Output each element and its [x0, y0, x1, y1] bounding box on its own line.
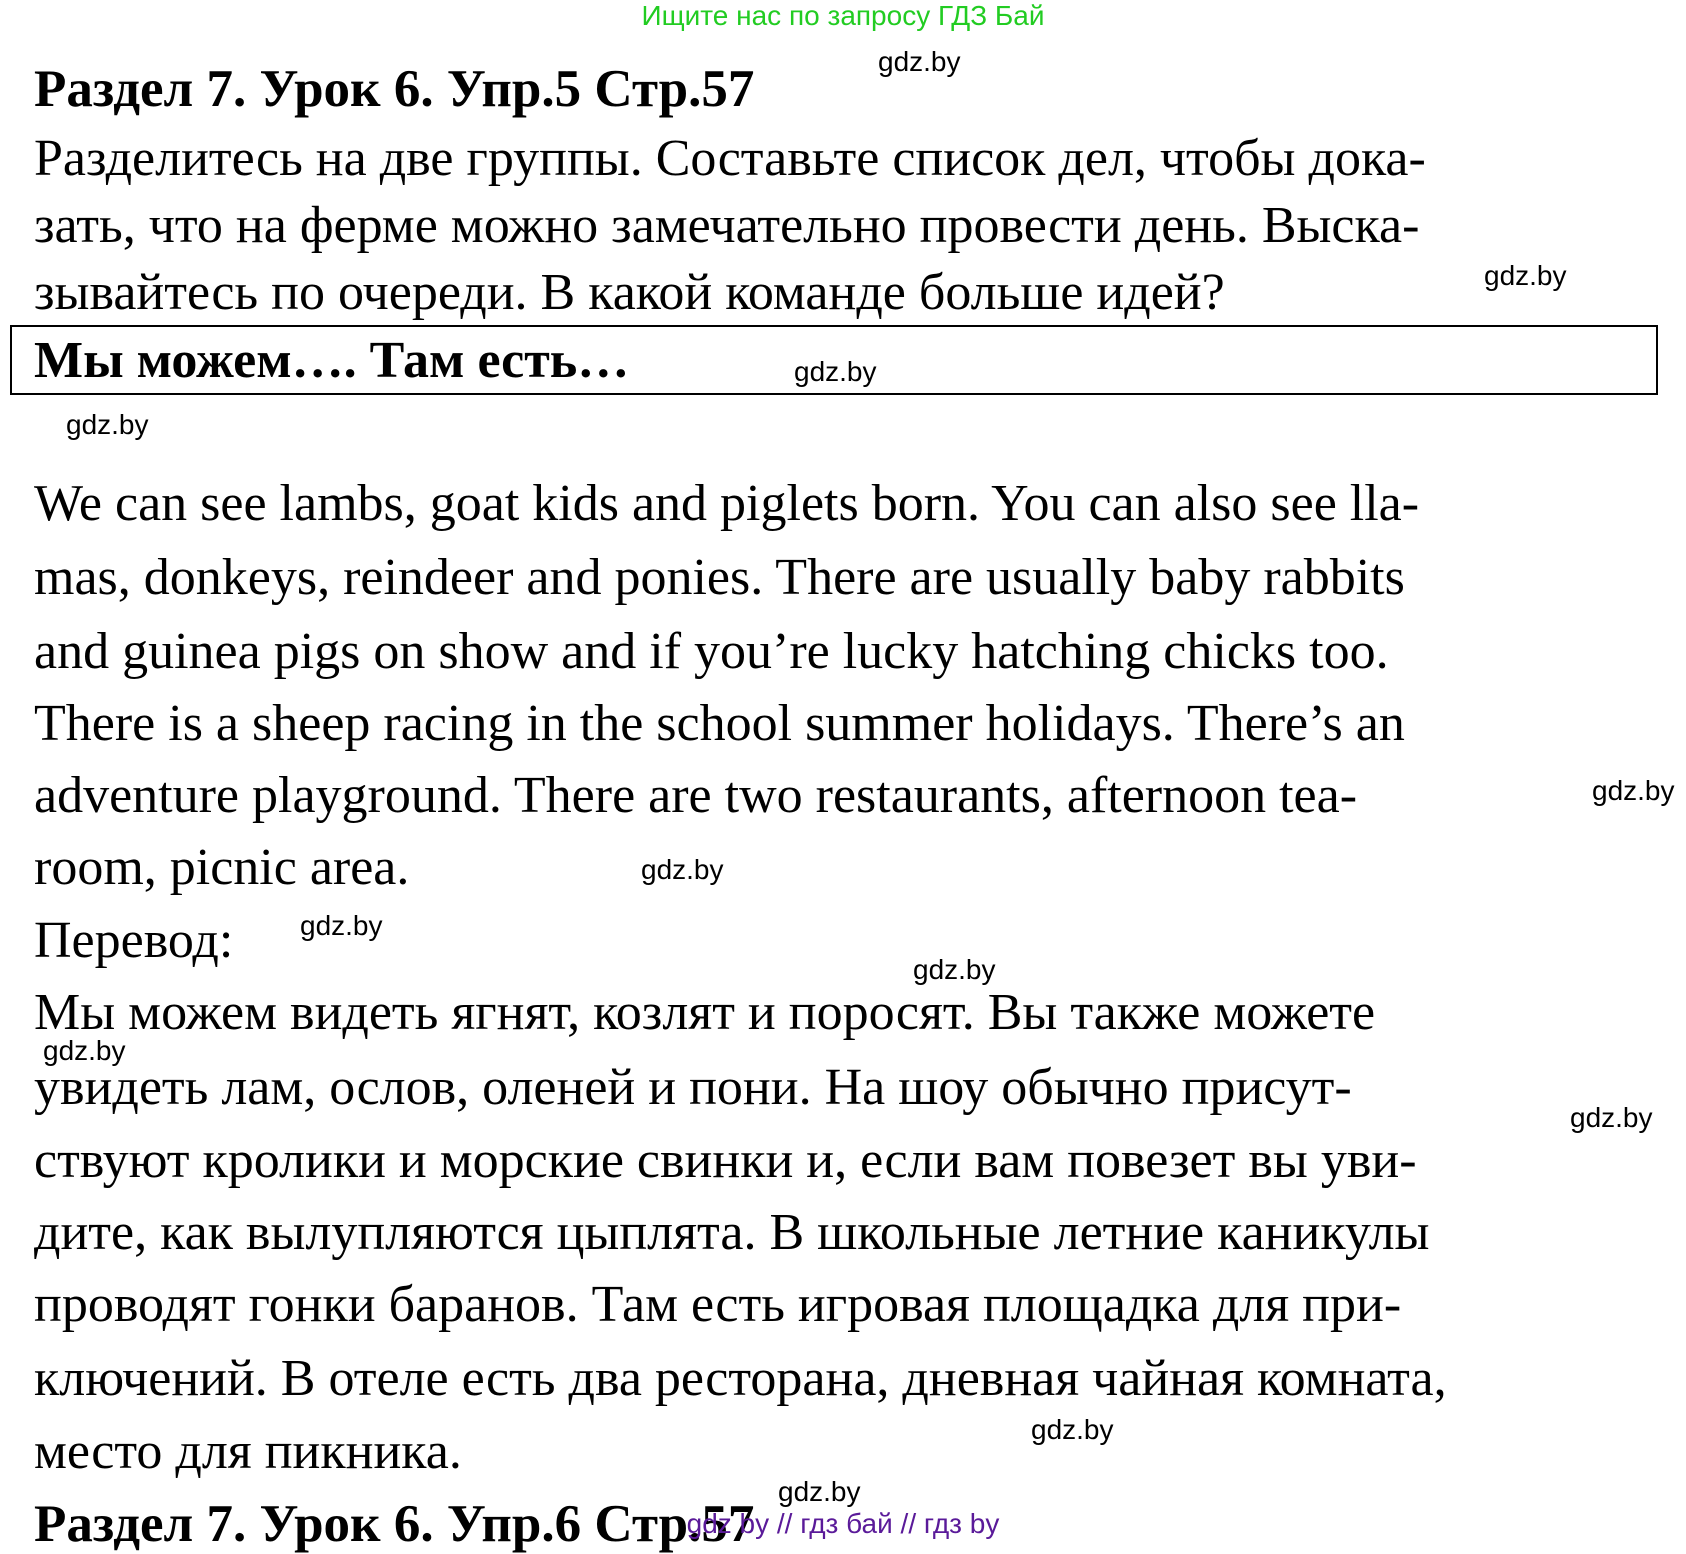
watermark: gdz.by	[1570, 1102, 1653, 1133]
watermark: gdz.by	[878, 46, 961, 77]
watermark: gdz.by	[794, 356, 877, 387]
russian-line: Мы можем видеть ягнят, козлят и поросят. Вы также можете	[34, 984, 1376, 1041]
phrase-box-text: Мы можем…. Там есть…	[34, 332, 630, 389]
watermark: gdz.by	[1592, 775, 1675, 806]
watermark: gdz.by	[43, 1035, 126, 1066]
english-line: room, picnic area.	[34, 839, 410, 896]
header-note: Ищите нас по запросу ГДЗ Бай	[641, 0, 1045, 31]
russian-line: дите, как вылупляются цыплята. В школьные летние каникулы	[34, 1204, 1430, 1261]
footer-links: gdz by // гдз бай // гдз by	[686, 1508, 1000, 1539]
watermark: gdz.by	[1484, 260, 1567, 291]
watermark: gdz.by	[1031, 1414, 1114, 1445]
task-line: Разделитесь на две группы. Составьте список дел, чтобы дока-	[34, 130, 1426, 187]
watermark: gdz.by	[913, 954, 996, 985]
watermark: gdz.by	[641, 854, 724, 885]
russian-line: ствуют кролики и морские свинки и, если вам повезет вы уви-	[34, 1132, 1417, 1189]
russian-line: ключений. В отеле есть два ресторана, дневная чайная комната,	[34, 1350, 1447, 1407]
translation-label: Перевод:	[34, 912, 234, 969]
russian-line: увидеть лам, ослов, оленей и пони. На шоу обычно присут-	[34, 1059, 1352, 1116]
english-line: There is a sheep racing in the school summer holidays. There’s an	[34, 695, 1405, 752]
task-line: зать, что на ферме можно замечательно провести день. Выска-	[34, 197, 1420, 254]
english-line: mas, donkeys, reindeer and ponies. There are usually baby rabbits	[34, 549, 1405, 606]
task-line: зывайтесь по очереди. В какой команде больше идей?	[34, 264, 1225, 321]
english-line: adventure playground. There are two restaurants, afternoon tea-	[34, 767, 1358, 824]
watermark: gdz.by	[66, 409, 149, 440]
next-section-title-text: Раздел 7. Урок 6. Упр.6 Стр.57	[34, 1495, 755, 1553]
page-title: Раздел 7. Урок 6. Упр.5 Стр.57	[34, 60, 755, 118]
watermark: gdz.by	[300, 910, 383, 941]
russian-line: проводят гонки баранов. Там есть игровая площадка для при-	[34, 1276, 1402, 1333]
english-line: We can see lambs, goat kids and piglets born. You can also see lla-	[34, 475, 1420, 532]
russian-line: место для пикника.	[34, 1423, 462, 1480]
english-line: and guinea pigs on show and if you’re lucky hatching chicks too.	[34, 623, 1389, 680]
watermark: gdz.by	[778, 1476, 861, 1507]
